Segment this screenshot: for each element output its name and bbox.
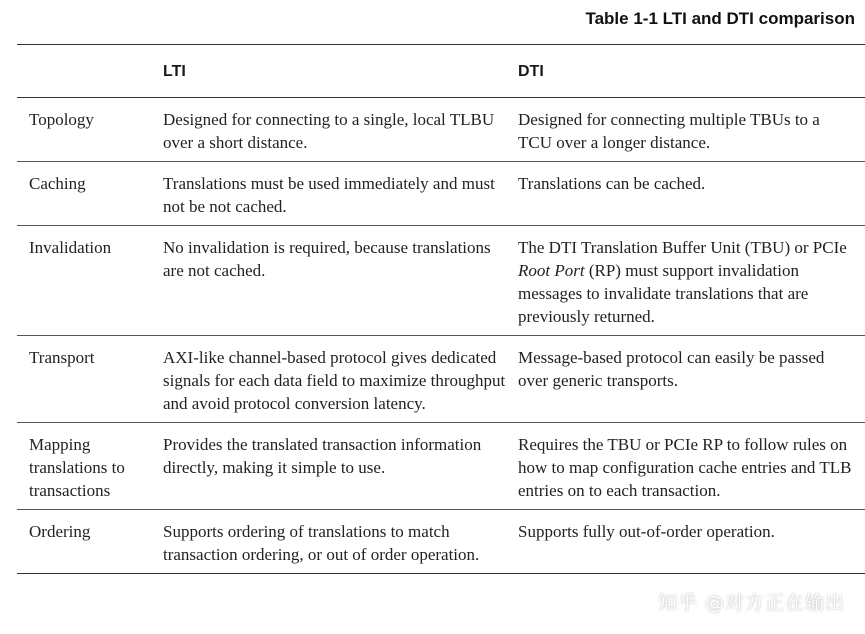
row-feature: Ordering	[29, 522, 91, 541]
row-feature: Caching	[29, 174, 86, 193]
row-dti: Supports fully out-of-order operation.	[518, 522, 775, 541]
row-feature: Transport	[29, 348, 95, 367]
row-feature: Topology	[29, 110, 94, 129]
row-dti: Requires the TBU or PCIe RP to follow rules on how to map configuration cache entries and TLB entries on to each transaction.	[518, 435, 852, 500]
table-row	[17, 510, 865, 574]
row-lti: Translations must be used immediately and must not be not cached.	[163, 174, 495, 216]
table-caption: Table 1-1 LTI and DTI comparison	[585, 9, 855, 28]
table-row	[17, 162, 865, 226]
header-dti: DTI	[518, 63, 544, 80]
table-row	[17, 336, 865, 423]
dti-text-before: The DTI Translation Buffer Unit (TBU) or PCIe	[518, 238, 847, 257]
table-row	[17, 98, 865, 162]
comparison-table	[17, 44, 865, 574]
row-lti: No invalidation is required, because translations are not cached.	[163, 238, 491, 280]
row-feature: Mapping translations to transactions	[29, 435, 125, 500]
row-lti: AXI-like channel-based protocol gives dedicated signals for each data field to maximize throughput and avoid protocol conversion latency.	[163, 348, 506, 413]
row-lti: Designed for connecting to a single, local TLBU over a short distance.	[163, 110, 495, 152]
row-lti: Supports ordering of translations to match transaction ordering, or out of order operation.	[163, 522, 480, 564]
row-lti: Provides the translated transaction information directly, making it simple to use.	[163, 435, 482, 477]
header-row	[17, 45, 865, 98]
row-dti: Translations can be cached.	[518, 174, 706, 193]
row-dti	[518, 226, 865, 336]
watermark: 知乎 @对方正在输出	[657, 592, 845, 614]
row-dti: Designed for connecting multiple TBUs to a TCU over a longer distance.	[518, 110, 820, 152]
row-feature: Invalidation	[29, 238, 112, 257]
dti-text-after: (RP) must support invalidation messages to invalidate translations that are previously returned.	[518, 261, 809, 326]
header-feature	[17, 45, 163, 98]
table-row	[17, 226, 865, 336]
table-row	[17, 423, 865, 510]
row-dti: Message-based protocol can easily be passed over generic transports.	[518, 348, 825, 390]
dti-text-italic: Root Port	[518, 261, 585, 280]
header-lti: LTI	[163, 63, 186, 80]
